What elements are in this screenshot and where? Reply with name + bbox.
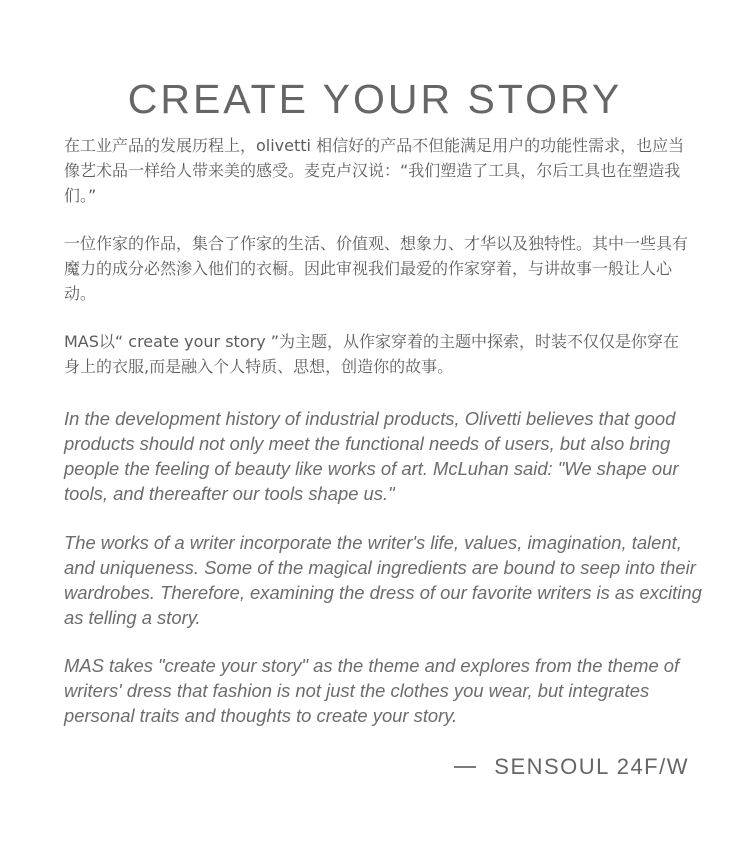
english-paragraph-3: MAS takes "create your story" as the theme and explores from the theme of writers' dress that fashion is not just the clothes you wear, but integrates personal traits and thoughts to create your story. — [64, 655, 680, 726]
chinese-paragraph-3: MAS以“ create your story ”为主题，从作家穿着的主题中探索，时装不仅仅是你穿在身上的衣服,而是融入个人特质、思想，创造你的故事。 — [64, 332, 680, 376]
chinese-paragraph-1: 在工业产品的发展历程上，olivetti 相信好的产品不但能满足用户的功能性需求，也应当像艺术品一样给人带来美的感受。麦克卢汉说：“我们塑造了工具，尔后工具也在塑造我们。” — [64, 136, 685, 205]
page-title: CREATE YOUR STORY — [127, 76, 623, 123]
english-paragraph-1: In the development history of industrial products, Olivetti believes that good products should not only meet the functional needs of users, but also bring people the feeling of beauty like works of art. McLuhan said: "We shape our tools, and thereafter our tools shape us." — [64, 408, 679, 504]
signature-dash — [454, 766, 476, 768]
signature-text: SENSOUL 24F/W — [494, 754, 689, 779]
chinese-paragraph-2: 一位作家的作品，集合了作家的生活、价值观、想象力、才华以及独特性。其中一些具有魔力的成分必然渗入他们的衣橱。因此审视我们最爱的作家穿着，与讲故事一般让人心动。 — [64, 234, 689, 303]
signature — [454, 754, 689, 780]
english-paragraph-2: The works of a writer incorporate the writer's life, values, imagination, talent, and uniqueness. Some of the magical ingredients are bound to seep into their wardrobes. Therefore, examining the dress of our favorite writers is as exciting as telling a story. — [64, 532, 702, 628]
